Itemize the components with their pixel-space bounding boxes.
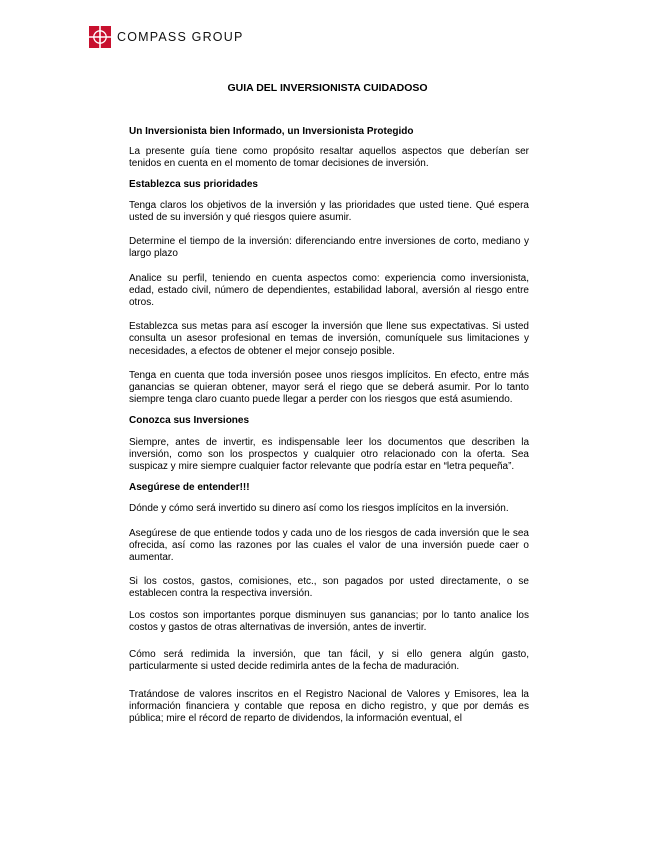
understand-paragraph-4: Los costos son importantes porque disminuyen sus ganancias; por lo tanto analice los costos y gastos de otras alternativas de inversión, antes de invertir.: [129, 609, 529, 633]
understand-paragraph-1: Dónde y cómo será invertido su dinero así como los riesgos implícitos en la inversión.: [129, 503, 509, 515]
know-heading: Conozca sus Inversiones: [129, 415, 250, 427]
know-paragraph: Siempre, antes de invertir, es indispensable leer los documentos que describen la inversión, como son los prospectos y cualquier otro relacionado con la oferta. Sea suspicaz y mire siempre cualquier factor relevante que podría estar en “letra pequeña”.: [129, 436, 529, 473]
intro-heading: Un Inversionista bien Informado, un Inversionista Protegido: [129, 126, 414, 137]
priorities-paragraph-1: Tenga claros los objetivos de la inversión y las prioridades que usted tiene. Qué espera usted de su inversión y qué riesgos quiere asumir.: [129, 199, 529, 224]
understand-paragraph-5: Cómo será redimida la inversión, que tan fácil, y si ello genera algún gasto, particularmente si usted decide redimirla antes de la fecha de maduración.: [129, 649, 529, 673]
priorities-paragraph-5: Tenga en cuenta que toda inversión posee unos riesgos implícitos. En efecto, entre más ganancias se quieran obtener, mayor será el riego que se deberá asumir. Por lo tanto siempre tenga claro cuanto puede llegar a perder con los riesgos que está asumiendo.: [129, 369, 529, 406]
understand-paragraph-6: Tratándose de valores inscritos en el Registro Nacional de Valores y Emisores, lea la información financiera y contable que reposa en dicho registro, y que por demás es pública; mire el récord de reparto de dividendos, la información eventual, el: [129, 688, 529, 724]
document-body: [129, 124, 529, 725]
company-name: COMPASS GROUP: [117, 29, 244, 44]
priorities-paragraph-4: Establezca sus metas para así escoger la inversión que llene sus expectativas. Si usted consulta un asesor profesional en temas de inversión, comuníquele sus limitaciones y necesidades, a efectos de obtener el mejor consejo posible.: [129, 321, 529, 357]
intro-paragraph: La presente guía tiene como propósito resaltar aquellos aspectos que deberían ser tenidos en cuenta en el momento de tomar decisiones de inversión.: [129, 146, 529, 170]
understand-paragraph-2: Asegúrese de que entiende todos y cada uno de los riesgos de cada inversión que le sea ofrecida, así como las razones por las cuales el valor de una inversión puede caer o aumentar.: [129, 527, 529, 564]
priorities-heading: Establezca sus prioridades: [129, 178, 258, 190]
understand-heading: Asegúrese de entender!!!: [129, 482, 250, 494]
priorities-paragraph-2: Determine el tiempo de la inversión: diferenciando entre inversiones de corto, mediano y largo plazo: [129, 236, 529, 260]
compass-logo-icon: [89, 26, 111, 48]
company-logo: [89, 26, 244, 48]
priorities-paragraph-3: Analice su perfil, teniendo en cuenta aspectos como: experiencia como inversionista, edad, estado civil, número de dependientes, estabilidad laboral, aversión al riesgo entre otros.: [129, 272, 529, 309]
understand-paragraph-3: Si los costos, gastos, comisiones, etc., son pagados por usted directamente, o se establecen contra la respectiva inversión.: [129, 576, 529, 600]
document-title: GUIA DEL INVERSIONISTA CUIDADOSO: [227, 82, 428, 94]
